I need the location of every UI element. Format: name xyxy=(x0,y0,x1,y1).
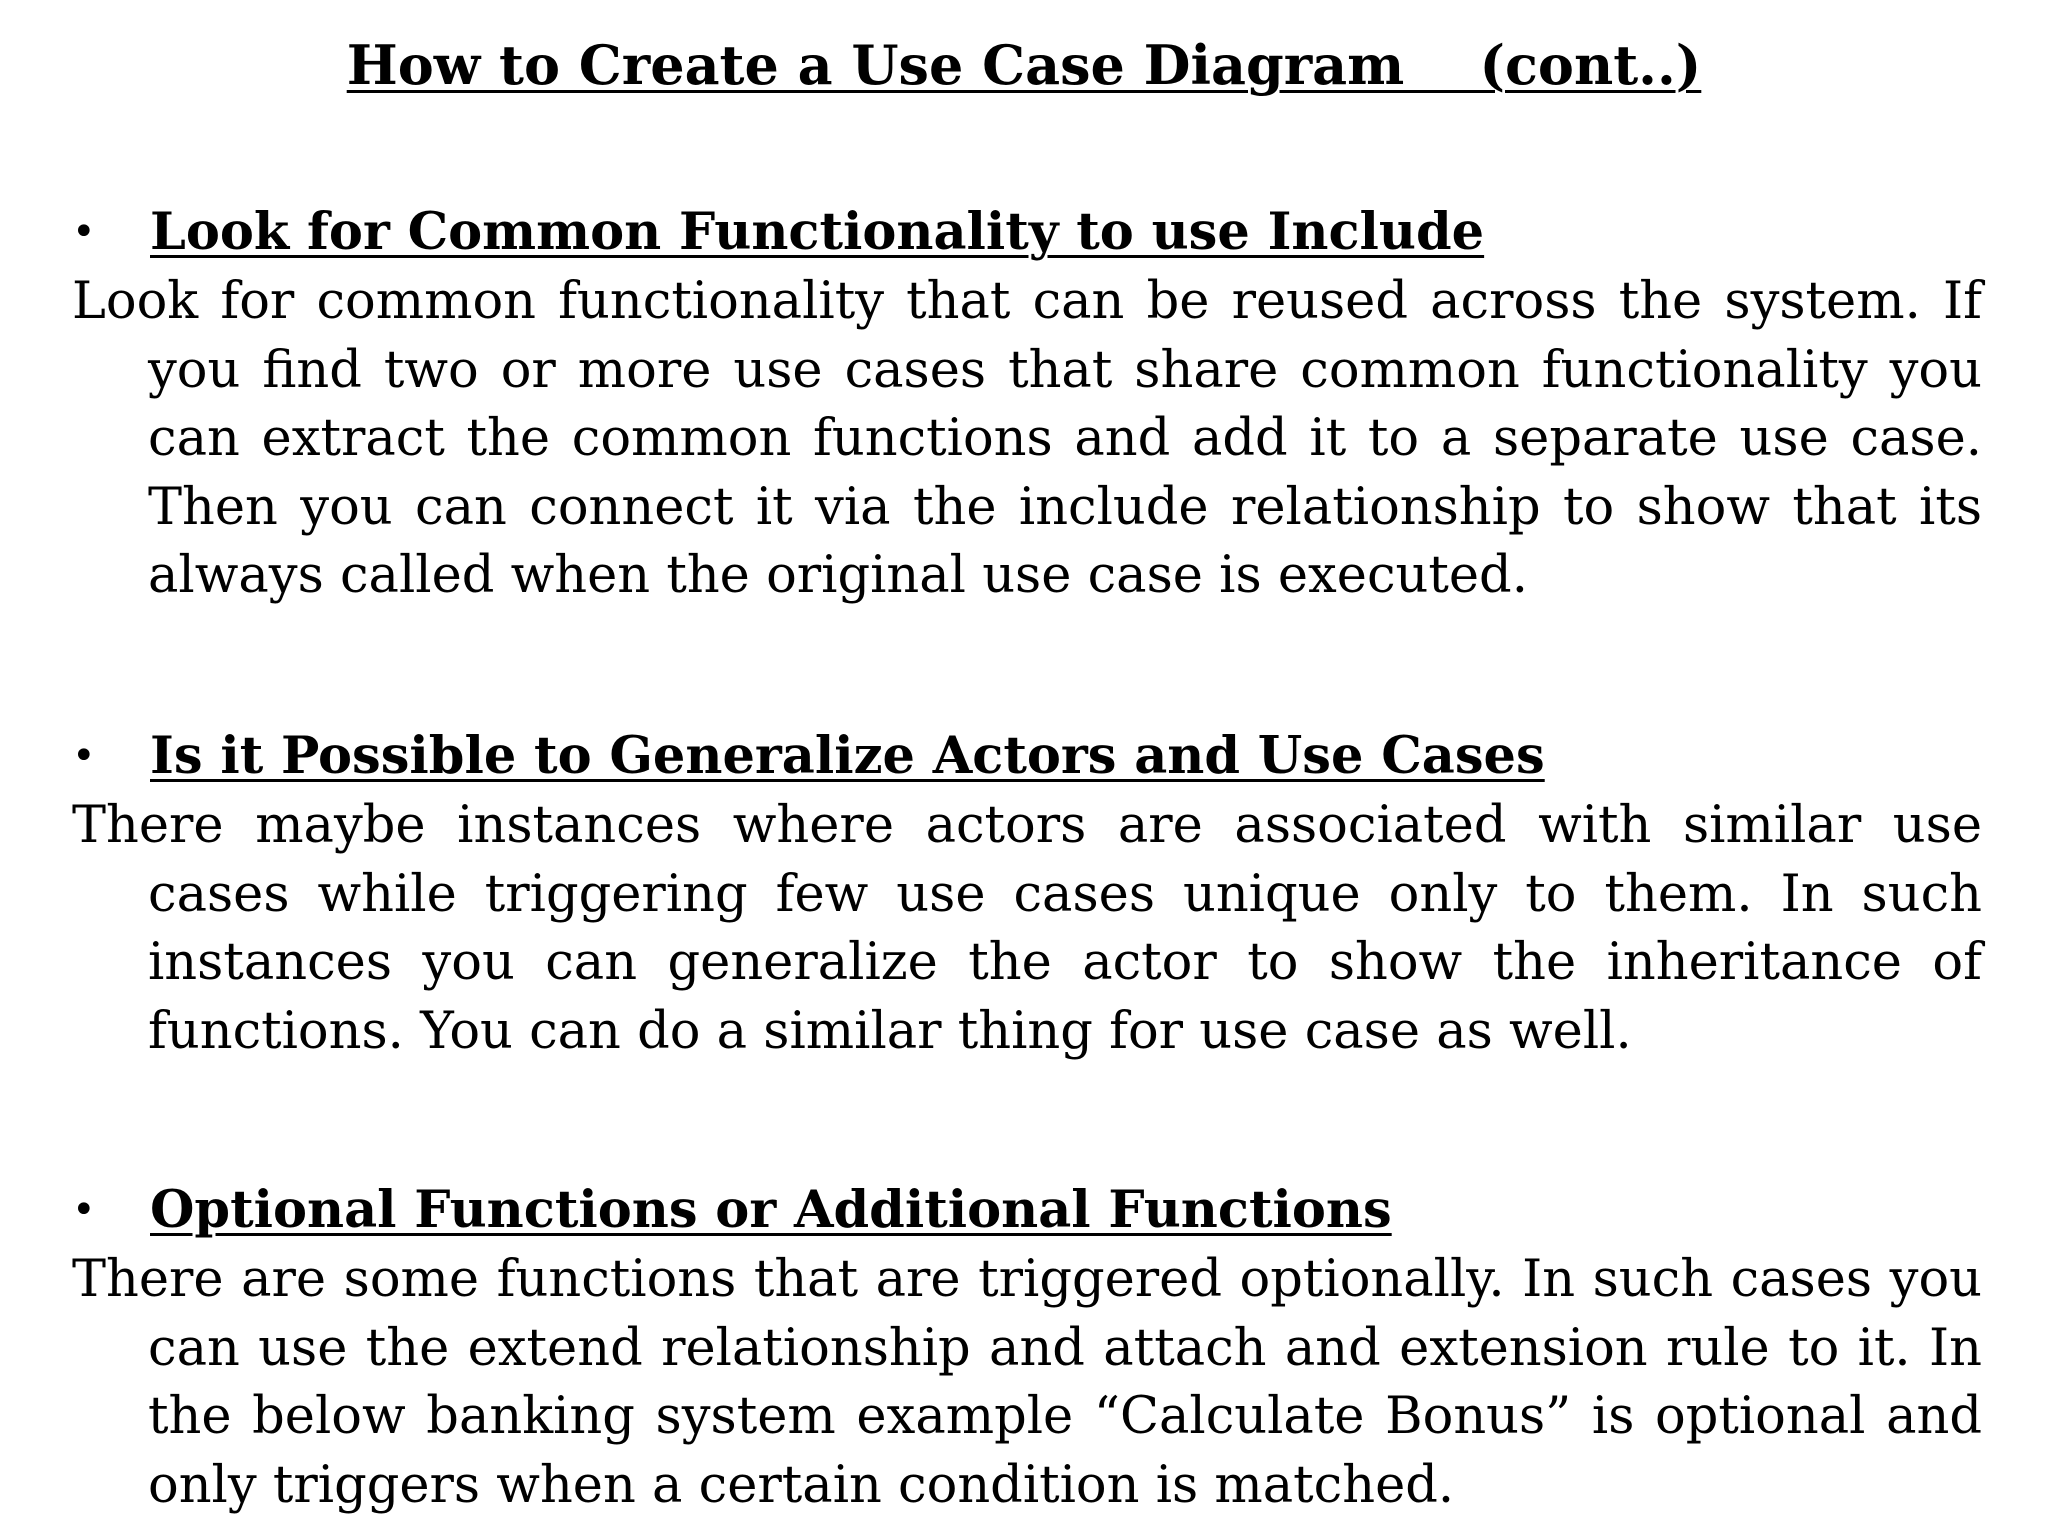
section-body: Look for common functionality that can be reused across the system. If you find two or more use cases that share common functionality you can extract the common functions and add it to a separate use case. Then you can connect it via the include relationship to show that its always called when the original use case is executed. xyxy=(72,272,1982,605)
section-body: There maybe instances where actors are associated with similar use cases while triggering few use cases unique only to them. In such instances you can generalize the actor to show the inheritance of functions. You can do a similar thing for use case as well. xyxy=(72,796,1982,1061)
section-optional-functions xyxy=(72,1174,1982,1520)
bullet-icon: • xyxy=(72,209,96,255)
section-heading: Optional Functions or Additional Functions xyxy=(150,1180,1392,1240)
bullet-item xyxy=(72,720,1982,792)
section-include xyxy=(72,196,1982,611)
section-heading: Look for Common Functionality to use Include xyxy=(150,202,1485,262)
section-generalize xyxy=(72,720,1982,1066)
bullet-icon: • xyxy=(72,1187,96,1233)
bullet-item xyxy=(72,196,1982,268)
section-heading: Is it Possible to Generalize Actors and Use Cases xyxy=(150,726,1545,786)
bullet-item xyxy=(72,1174,1982,1246)
page-title: How to Create a Use Case Diagram (cont..) xyxy=(346,33,1702,97)
bullet-icon: • xyxy=(72,733,96,779)
section-body: There are some functions that are triggered optionally. In such cases you can use the extend relationship and attach and extension rule to it. In the below banking system example “Calculate Bonus” is optional and only triggers when a certain condition is matched. xyxy=(72,1250,1982,1515)
